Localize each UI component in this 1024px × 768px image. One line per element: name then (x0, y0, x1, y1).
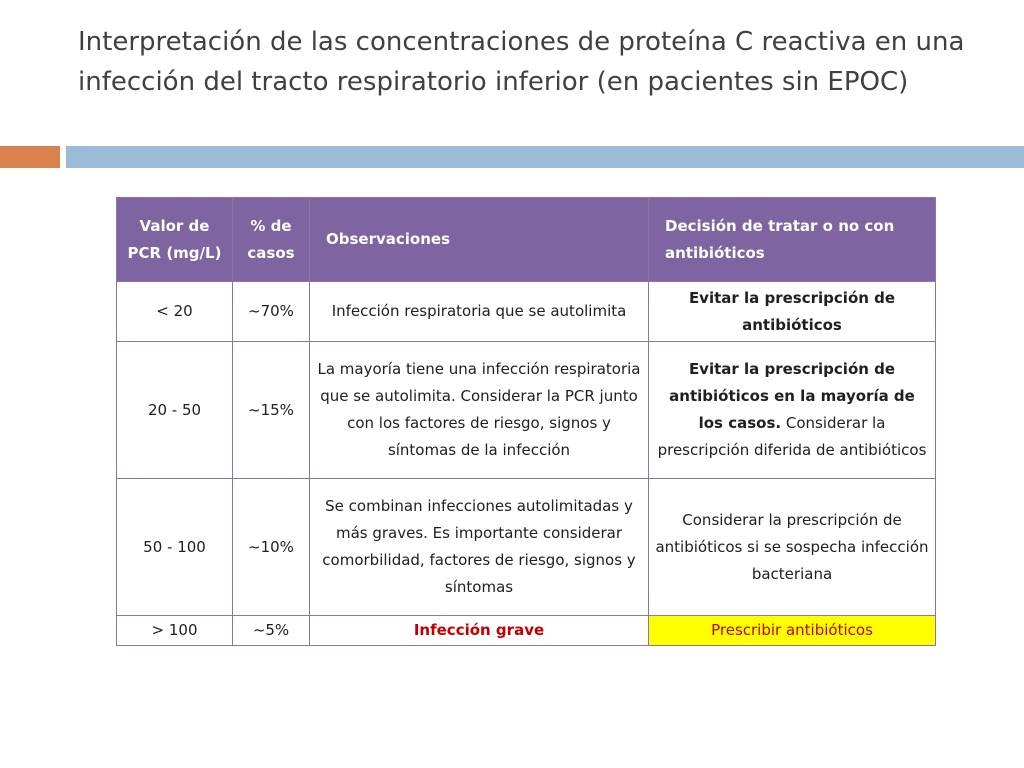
cell-casos: ~70% (233, 282, 310, 342)
table-row (117, 282, 936, 342)
page-title: Interpretación de las concentraciones de proteína C reactiva en una infección del tracto respiratorio inferior (en pacientes sin EPOC) (78, 27, 965, 97)
table-row (117, 616, 936, 646)
cell-valor: < 20 (117, 282, 233, 342)
decision-plain-text: Considerar la prescripción diferida de antibióticos (657, 414, 927, 459)
table-header-row (117, 198, 936, 282)
header-decision: Decisión de tratar o no con antibióticos (649, 198, 936, 282)
table-row (117, 342, 936, 479)
cell-observaciones: La mayoría tiene una infección respiratoria que se autolimita. Considerar la PCR junto con los factores de riesgo, signos y síntomas de la infección (310, 342, 649, 479)
cell-decision (649, 282, 936, 342)
cell-casos: ~10% (233, 479, 310, 616)
cell-decision-highlighted: Prescribir antibióticos (649, 616, 936, 646)
cell-valor: 50 - 100 (117, 479, 233, 616)
accent-bar-orange (0, 146, 60, 168)
cell-casos: ~5% (233, 616, 310, 646)
cell-observaciones: Infección grave (310, 616, 649, 646)
cell-decision (649, 479, 936, 616)
cell-casos: ~15% (233, 342, 310, 479)
crp-interpretation-table (116, 197, 936, 646)
header-valor-pcr: Valor de PCR (mg/L) (117, 198, 233, 282)
decision-bold-text: Evitar la prescripción de antibióticos (688, 288, 896, 334)
cell-decision (649, 342, 936, 479)
cell-valor: 20 - 50 (117, 342, 233, 479)
header-porcentaje-casos: % de casos (233, 198, 310, 282)
cell-observaciones: Se combinan infecciones autolimitadas y más graves. Es importante considerar comorbilidad, factores de riesgo, signos y síntomas (310, 479, 649, 616)
cell-valor: > 100 (117, 616, 233, 646)
table-row (117, 479, 936, 616)
accent-bar-blue (66, 146, 1024, 168)
cell-observaciones: Infección respiratoria que se autolimita (310, 282, 649, 342)
header-observaciones: Observaciones (310, 198, 649, 282)
decision-plain-text: Considerar la prescripción de antibióticos si se sospecha infección bacteriana (655, 510, 929, 583)
decision-bold-text: Evitar la prescripción de antibióticos en la mayoría de los casos. (669, 360, 915, 432)
